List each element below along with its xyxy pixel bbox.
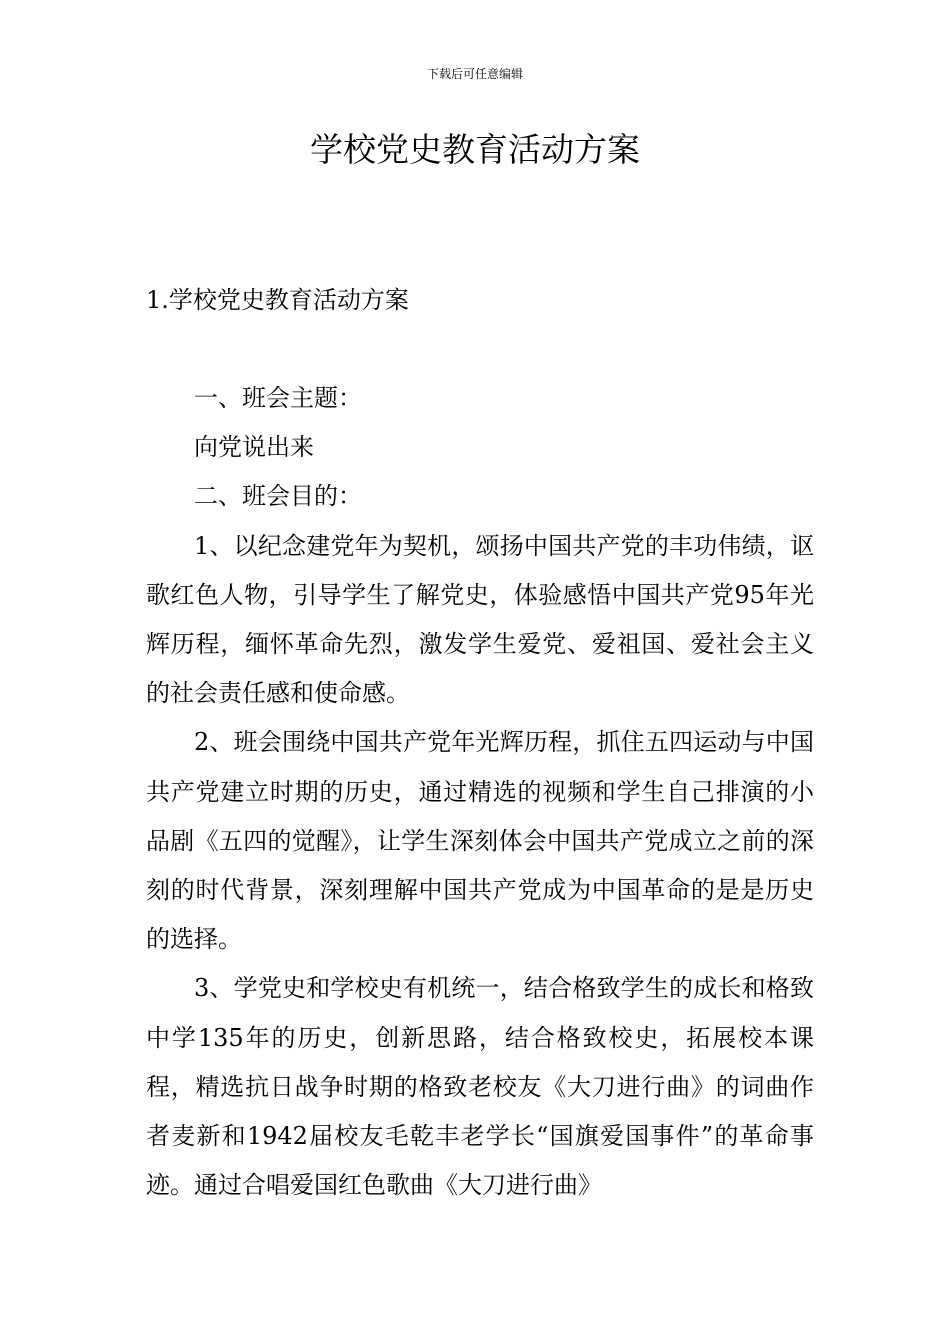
paragraph-purpose-heading: 二、班会目的： [194,482,362,511]
document-title: 学校党史教育活动方案 [310,130,640,169]
section-heading: 1.学校党史教育活动方案 [146,286,409,314]
document-body [146,374,814,1210]
paragraph-purpose-1: 1、以纪念建党年为契机，颂扬中国共产党的丰功伟绩，讴歌红色人物，引导学生了解党史，体验感悟中国共产党95年光辉历程，缅怀革命先烈，激发学生爱党、爱祖国、爱社会主义的社会责任感和使命感。 [146,531,814,708]
paragraph-theme: 向党说出来 [194,433,314,462]
paragraph-purpose-3: 3、学党史和学校史有机统一，结合格致学生的成长和格致中学135年的历史，创新思路，结合格致校史，拓展校本课程，精选抗日战争时期的格致老校友《大刀进行曲》的词曲作者麦新和1942届校友毛乾丰老学长“国旗爱国事件”的革命事迹。通过合唱爱国红色歌曲《大刀进行曲》 [146,974,814,1200]
header-note: 下载后可任意编辑 [426,67,523,81]
paragraph-theme-heading: 一、班会主题： [194,384,362,412]
paragraph-purpose-2: 2、班会围绕中国共产党年光辉历程，抓住五四运动与中国共产党建立时期的历史，通过精选的视频和学生自己排演的小品剧《五四的觉醒》，让学生深刻体会中国共产党成立之前的深刻的时代背景，深刻理解中国共产党成为中国革命的是是历史的选择。 [146,728,814,954]
